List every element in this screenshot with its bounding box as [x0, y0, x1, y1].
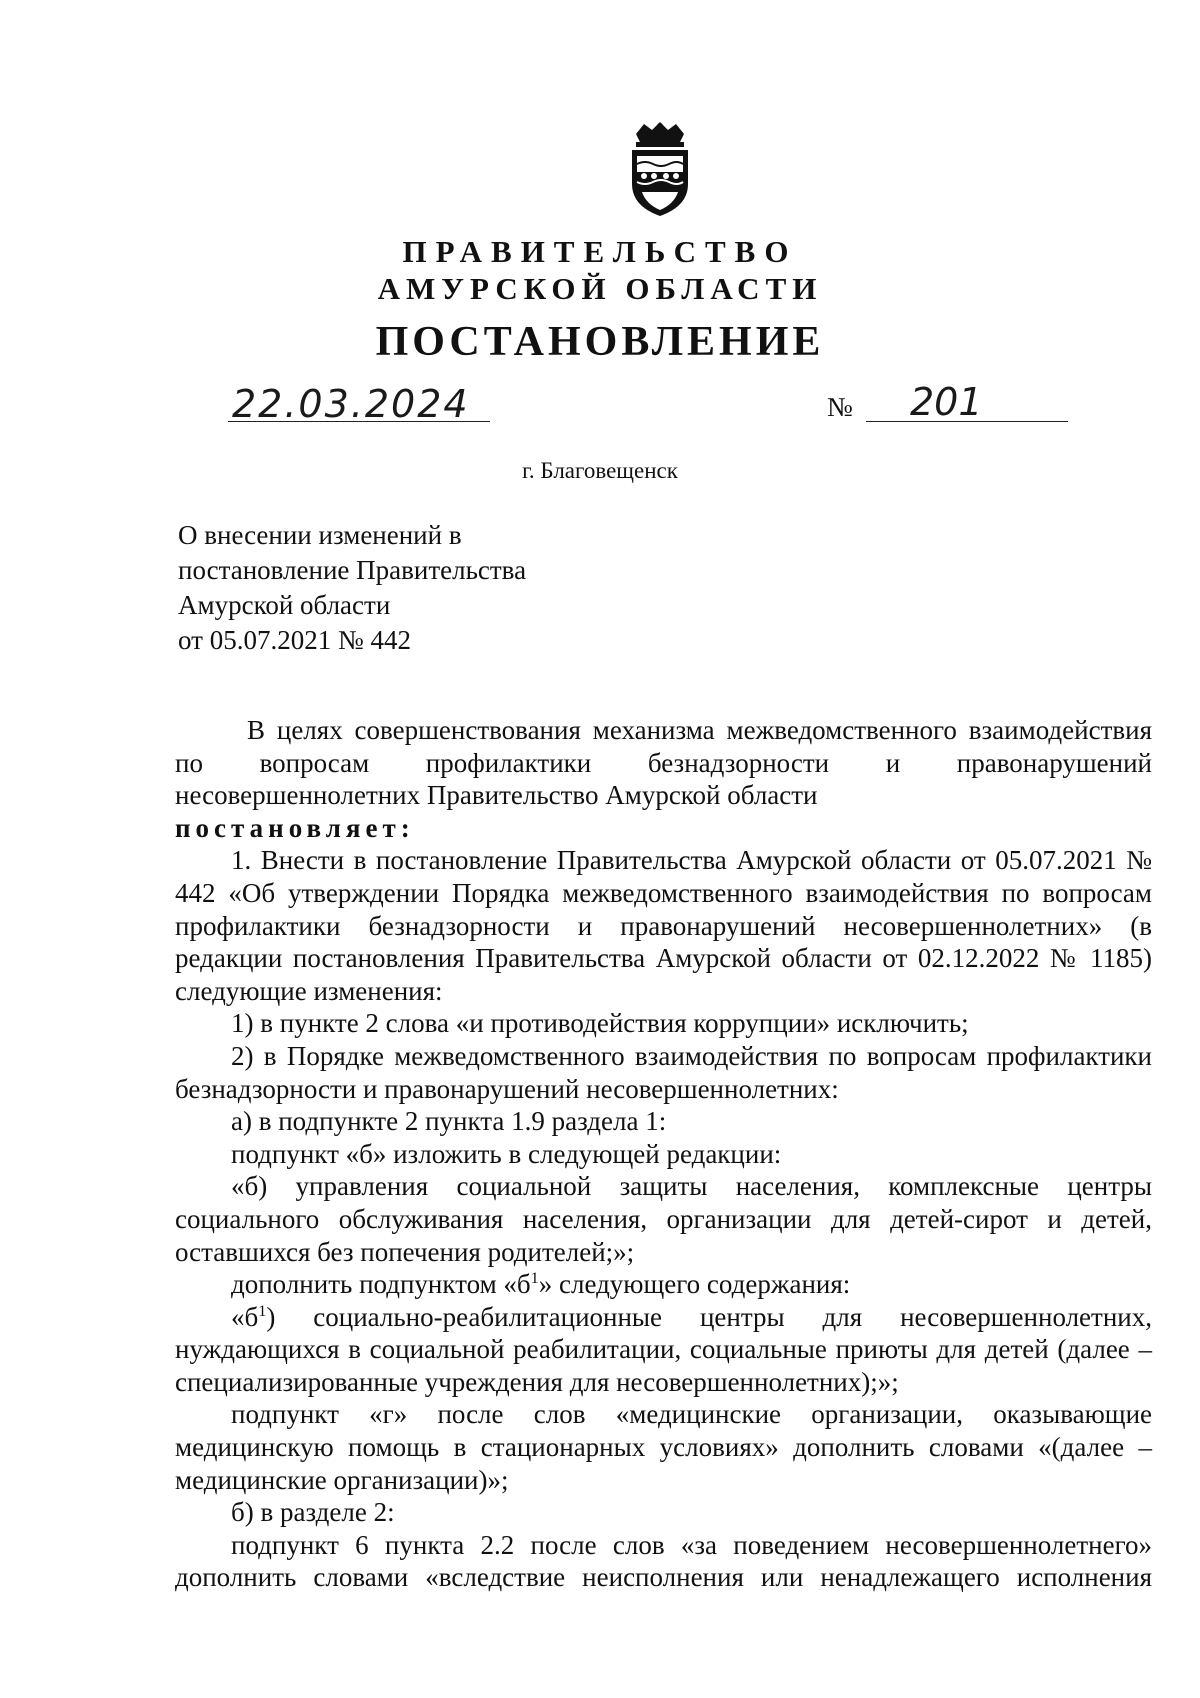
document-subject [178, 518, 526, 658]
document-number: 201 [910, 380, 983, 424]
paragraph-8-text: «б [231, 1301, 259, 1332]
paragraph-8-text-end: ) социально-реабилитационные центры для несовершеннолетних, нуждающихся в социальной реабилитации, социальные приюты для детей (далее – специализированные учреждения для несовершеннолетних);»; [175, 1301, 1152, 1397]
superscript: 1 [258, 1301, 267, 1320]
paragraph-5: подпункт «б» изложить в следующей редакции: [231, 1138, 782, 1169]
city-line: г. Благовещенск [522, 458, 678, 483]
paragraph-7 [175, 1268, 1152, 1301]
document-body [175, 714, 1152, 1594]
number-sign: № [827, 392, 853, 422]
paragraph-11: подпункт 6 пункта 2.2 после слов «за поведением несовершеннолетнего» дополнить словами «вследствие неисполнения или ненадлежащего исполнения [175, 1529, 1152, 1593]
paragraph-6: «б) управления социальной защиты населения, комплексные центры социального обслуживания населения, организации для детей-сирот и детей, оставшихся без попечения родителей;»; [175, 1171, 1152, 1267]
superscript: 1 [530, 1269, 539, 1288]
paragraph-7-text-end: » следующего содержания: [538, 1269, 851, 1300]
paragraph-7-text: дополнить подпунктом «б [231, 1269, 531, 1300]
paragraph-4: а) в подпункте 2 пункта 1.9 раздела 1: [231, 1106, 667, 1137]
government-name-line2: АМУРСКОЙ ОБЛАСТИ [377, 271, 823, 306]
paragraph-2: 1) в пункте 2 слова «и противодействия коррупции» исключить; [231, 1008, 969, 1039]
decree-word: постановляет: [175, 812, 415, 843]
paragraph-3: 2) в Порядке межведомственного взаимодействия по вопросам профилактики безнадзорности и правонарушений несовершеннолетних: [175, 1040, 1152, 1104]
subject-line: О внесении изменений в [178, 520, 462, 550]
document-type-title: ПОСТАНОВЛЕНИЕ [375, 319, 825, 365]
coat-of-arms-icon [622, 120, 698, 218]
paragraph-8 [175, 1301, 1152, 1399]
government-name-line1: ПРАВИТЕЛЬСТВО [402, 234, 798, 269]
document-date: 22.03.2024 [232, 382, 470, 426]
subject-line: постановление Правительства [178, 555, 527, 585]
number-underline [866, 421, 1068, 422]
paragraph-intro: В целях совершенствования механизма межведомственного взаимодействия по вопросам профилактики безнадзорности и правонарушений несовершеннолетних Правительство Амурской области [175, 715, 1152, 811]
paragraph-9: подпункт «г» после слов «медицинские организации, оказывающие медицинскую помощь в стационарных условиях» дополнить словами «(далее – медицинские организации)»; [175, 1399, 1152, 1495]
paragraph-1: 1. Внести в постановление Правительства Амурской области от 05.07.2021 № 442 «Об утверждении Порядка межведомственного взаимодействия по вопросам профилактики безнадзорности и правонарушений несовершеннолетних» (в редакции постановления Правительства Амурской области от 02.12.2022 № 1185) следующие изменения: [175, 845, 1152, 1006]
paragraph-10: б) в разделе 2: [231, 1497, 395, 1528]
subject-line: Амурской области [178, 590, 391, 620]
date-underline [228, 421, 490, 422]
subject-line: от 05.07.2021 № 442 [178, 625, 411, 655]
